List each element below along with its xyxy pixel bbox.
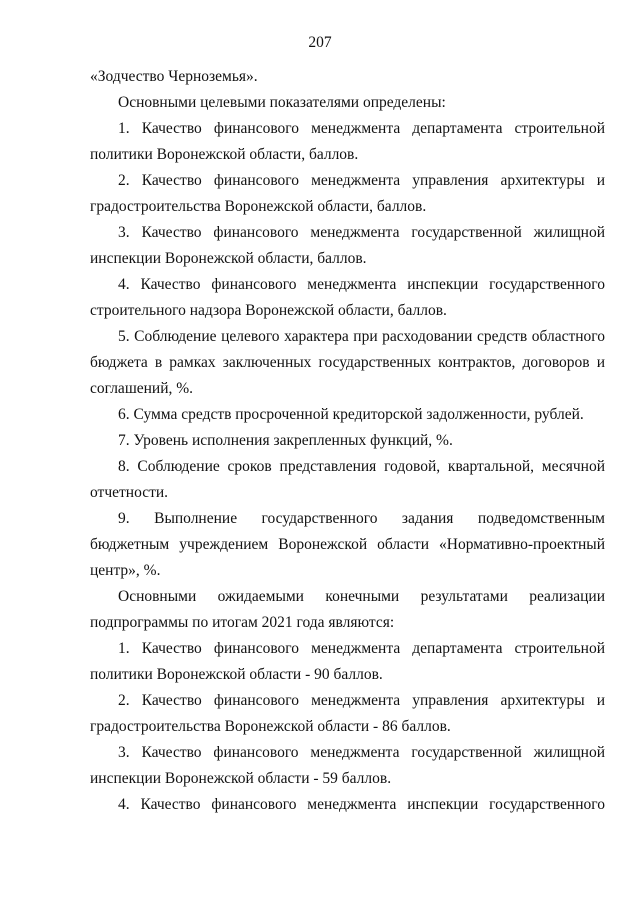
list-item-target-8: 8. Соблюдение сроков представления годовой, квартальной, месячной отчетности. (90, 458, 605, 501)
list-item-result-3: 3. Качество финансового менеджмента государственной жилищной инспекции Воронежской области - 59 баллов. (90, 744, 605, 787)
list-item-target-9: 9. Выполнение государственного задания подведомственным бюджетным учреждением Воронежской области «Нормативно-проектный центр», %. (90, 510, 605, 579)
list-item-target-2: 2. Качество финансового менеджмента управления архитектуры и градостроительства Воронежской области, баллов. (90, 172, 605, 215)
list-item-target-5: 5. Соблюдение целевого характера при расходовании средств областного бюджета в рамках заключенных государственных контрактов, договоров и соглашений, %. (90, 328, 605, 397)
list-item-target-1: 1. Качество финансового менеджмента департамента строительной политики Воронежской области, баллов. (90, 120, 605, 163)
list-item-result-2: 2. Качество финансового менеджмента управления архитектуры и градостроительства Воронежской области - 86 баллов. (90, 692, 605, 735)
paragraph-targets-intro: Основными целевыми показателями определены: (118, 94, 446, 111)
document-body (90, 64, 605, 818)
paragraph-results-intro: Основными ожидаемыми конечными результатами реализации подпрограммы по итогам 2021 года являются: (90, 588, 605, 631)
list-item-target-6: 6. Сумма средств просроченной кредиторской задолженности, рублей. (118, 406, 584, 423)
list-item-target-7: 7. Уровень исполнения закрепленных функций, %. (118, 432, 453, 449)
paragraph-continuation: «Зодчество Черноземья». (90, 68, 258, 85)
list-item-result-1: 1. Качество финансового менеджмента департамента строительной политики Воронежской области - 90 баллов. (90, 640, 605, 683)
page-number: 207 (308, 34, 332, 51)
list-item-target-4: 4. Качество финансового менеджмента инспекции государственного строительного надзора Воронежской области, баллов. (90, 276, 605, 319)
list-item-result-4: 4. Качество финансового менеджмента инспекции государственного (118, 796, 605, 813)
list-item-target-3: 3. Качество финансового менеджмента государственной жилищной инспекции Воронежской области, баллов. (90, 224, 605, 267)
